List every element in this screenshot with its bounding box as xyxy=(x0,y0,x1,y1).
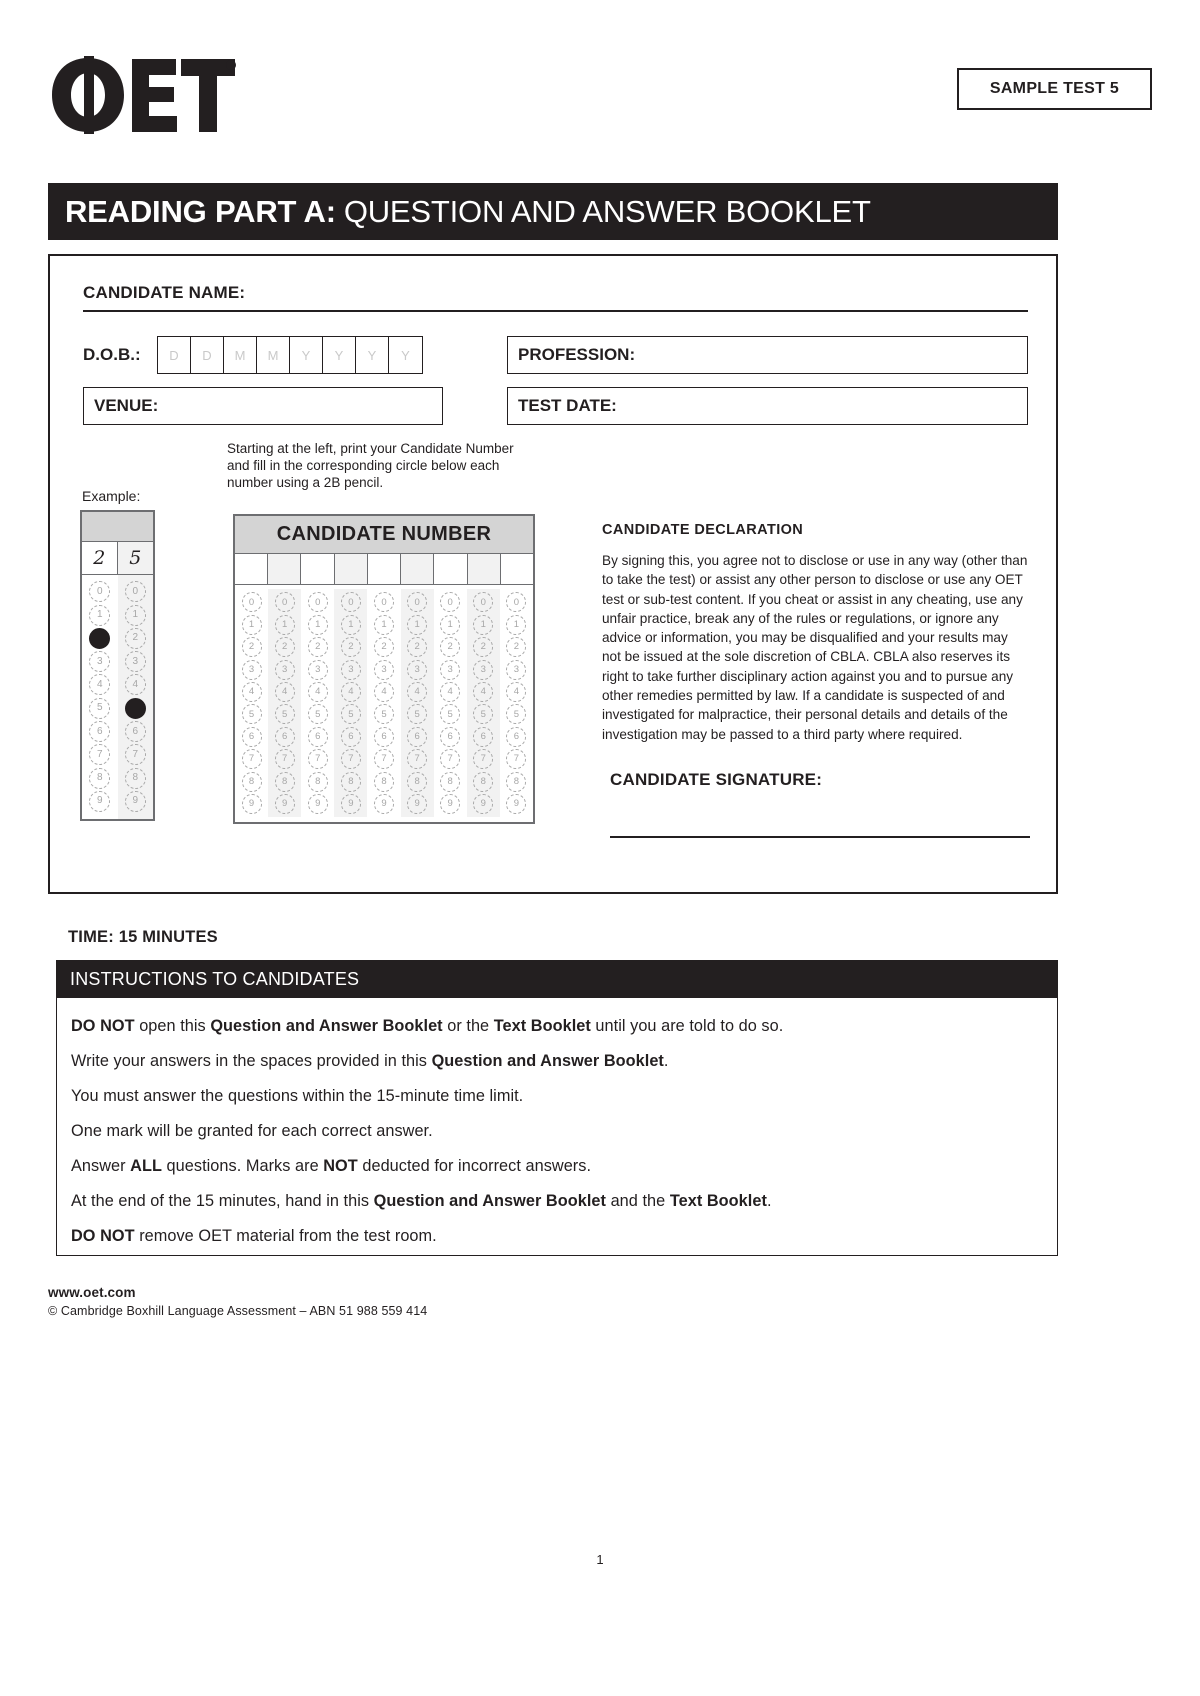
candidate-number-bubble[interactable]: 0 xyxy=(473,592,493,612)
candidate-number-bubble[interactable]: 1 xyxy=(242,615,262,635)
candidate-number-bubble[interactable]: 1 xyxy=(374,615,394,635)
candidate-number-bubble[interactable]: 2 xyxy=(242,637,262,657)
candidate-number-bubble[interactable]: 3 xyxy=(275,660,295,680)
oet-logo xyxy=(48,56,238,134)
candidate-number-bubble-column xyxy=(367,589,400,817)
dob-cell[interactable]: M xyxy=(257,337,290,373)
example-bubble-column xyxy=(82,575,118,819)
candidate-number-bubble-column xyxy=(301,589,334,817)
candidate-number-bubble[interactable]: 3 xyxy=(440,660,460,680)
title-banner xyxy=(48,183,1058,240)
candidate-number-bubble[interactable]: 1 xyxy=(473,615,493,635)
candidate-number-bubble-column xyxy=(334,589,367,817)
venue-field[interactable] xyxy=(83,387,443,425)
candidate-number-bubble[interactable]: 3 xyxy=(242,660,262,680)
example-bubble: 5 xyxy=(89,698,110,719)
candidate-number-bubble[interactable]: 0 xyxy=(407,592,427,612)
page-number: 1 xyxy=(596,1552,604,1567)
candidate-number-bubble[interactable]: 4 xyxy=(506,682,526,702)
profession-field[interactable] xyxy=(507,336,1028,374)
dob-cell[interactable]: D xyxy=(191,337,224,373)
candidate-number-bubble[interactable]: 6 xyxy=(440,727,460,747)
candidate-number-bubble[interactable]: 3 xyxy=(506,660,526,680)
venue-row xyxy=(83,387,1028,425)
dob-label: D.O.B.: xyxy=(83,345,141,364)
candidate-number-bubble[interactable]: 9 xyxy=(407,794,427,814)
candidate-number-bubble[interactable]: 4 xyxy=(275,682,295,702)
example-bubble-column xyxy=(118,575,154,819)
candidate-number-bubble[interactable]: 9 xyxy=(275,794,295,814)
candidate-number-bubble[interactable]: 3 xyxy=(341,660,361,680)
candidate-number-bubble[interactable]: 5 xyxy=(407,704,427,724)
candidate-number-bubbles[interactable] xyxy=(235,585,533,822)
candidate-number-bubble[interactable]: 7 xyxy=(374,749,394,769)
example-bubble: 9 xyxy=(89,791,110,812)
declaration-heading: CANDIDATE DECLARATION xyxy=(602,522,804,538)
title-normal: QUESTION AND ANSWER BOOKLET xyxy=(343,193,871,229)
instruction-item: Answer ALL questions. Marks are NOT deducted for incorrect answers. xyxy=(71,1157,592,1175)
example-digit: 5 xyxy=(118,542,154,574)
instructions-banner xyxy=(56,960,1058,998)
test-date-field[interactable] xyxy=(507,387,1028,425)
example-bubble: 2 xyxy=(125,628,146,649)
candidate-number-bubble[interactable]: 5 xyxy=(275,704,295,724)
test-date-label: TEST DATE: xyxy=(518,396,617,415)
candidate-name-field[interactable] xyxy=(83,283,1028,312)
profession-label: PROFESSION: xyxy=(518,345,636,364)
candidate-number-bubble[interactable]: 7 xyxy=(308,749,328,769)
candidate-number-bubble-column xyxy=(434,589,467,817)
candidate-number-bubble[interactable]: 5 xyxy=(374,704,394,724)
example-bubble: 1 xyxy=(125,605,146,626)
example-bubble-filled xyxy=(89,628,110,649)
candidate-number-cell[interactable] xyxy=(335,554,368,584)
example-bubble: 3 xyxy=(89,651,110,672)
example-label: Example: xyxy=(82,488,141,504)
instruction-item: At the end of the 15 minutes, hand in this Question and Answer Booklet and the Text Booklet. xyxy=(71,1192,772,1210)
dob-cell[interactable]: D xyxy=(158,337,191,373)
candidate-name-label: CANDIDATE NAME: xyxy=(83,283,246,302)
candidate-number-bubble[interactable]: 4 xyxy=(407,682,427,702)
candidate-number-bubble[interactable]: 0 xyxy=(506,592,526,612)
fill-instruction-text: Starting at the left, print your Candidate Number and fill in the corresponding circle below each number using a 2B pencil. xyxy=(227,441,514,490)
candidate-number-bubble[interactable]: 5 xyxy=(242,704,262,724)
candidate-number-bubble[interactable]: 4 xyxy=(308,682,328,702)
candidate-number-cell[interactable] xyxy=(501,554,533,584)
candidate-number-bubble[interactable]: 3 xyxy=(374,660,394,680)
candidate-details-box xyxy=(48,254,1058,894)
candidate-number-bubble[interactable]: 9 xyxy=(341,794,361,814)
candidate-number-bubble-column xyxy=(268,589,301,817)
example-bubble-filled xyxy=(125,698,146,719)
candidate-number-bubble[interactable]: 5 xyxy=(440,704,460,724)
sample-test-badge xyxy=(957,68,1152,110)
example-bubble: 8 xyxy=(125,768,146,789)
candidate-number-bubble[interactable]: 9 xyxy=(506,794,526,814)
example-bubble: 0 xyxy=(89,581,110,602)
candidate-number-bubble[interactable]: 2 xyxy=(341,637,361,657)
example-bubble: 6 xyxy=(89,721,110,742)
dob-cell[interactable]: Y xyxy=(323,337,356,373)
candidate-number-bubble[interactable]: 7 xyxy=(341,749,361,769)
candidate-number-bubble[interactable]: 6 xyxy=(506,727,526,747)
instruction-item: DO NOT open this Question and Answer Booklet or the Text Booklet until you are told to do so. xyxy=(71,1017,784,1035)
candidate-number-bubble[interactable]: 8 xyxy=(473,772,493,792)
candidate-number-bubble[interactable]: 6 xyxy=(308,727,328,747)
example-bubble: 4 xyxy=(125,674,146,695)
candidate-number-bubble[interactable]: 5 xyxy=(473,704,493,724)
candidate-number-bubble[interactable]: 3 xyxy=(308,660,328,680)
candidate-number-bubble[interactable]: 1 xyxy=(341,615,361,635)
dob-cell[interactable]: Y xyxy=(356,337,389,373)
candidate-number-bubble[interactable]: 4 xyxy=(242,682,262,702)
instruction-item: You must answer the questions within the 15-minute time limit. xyxy=(71,1087,524,1105)
candidate-number-cell[interactable] xyxy=(434,554,467,584)
candidate-number-bubble[interactable]: 3 xyxy=(473,660,493,680)
time-label: TIME: 15 MINUTES xyxy=(68,928,218,946)
candidate-number-write-row[interactable] xyxy=(235,554,533,585)
example-bubble: 3 xyxy=(125,651,146,672)
instructions-banner-label: INSTRUCTIONS TO CANDIDATES xyxy=(70,968,360,989)
example-digit: 2 xyxy=(82,542,118,574)
candidate-number-bubble[interactable]: 0 xyxy=(341,592,361,612)
candidate-number-bubble-column xyxy=(235,589,268,817)
candidate-number-header: CANDIDATE NUMBER xyxy=(235,516,533,554)
candidate-number-bubble[interactable]: 9 xyxy=(374,794,394,814)
candidate-number-bubble[interactable]: 0 xyxy=(440,592,460,612)
candidate-number-bubble[interactable]: 0 xyxy=(242,592,262,612)
candidate-number-bubble[interactable]: 4 xyxy=(440,682,460,702)
candidate-name-rule xyxy=(83,310,1028,312)
candidate-number-bubble[interactable]: 8 xyxy=(407,772,427,792)
candidate-number-bubble[interactable]: 6 xyxy=(407,727,427,747)
candidate-number-bubble[interactable]: 4 xyxy=(341,682,361,702)
candidate-number-bubble[interactable]: 9 xyxy=(242,794,262,814)
candidate-number-cell[interactable] xyxy=(235,554,268,584)
dob-row xyxy=(83,336,1028,374)
copyright-text: © Cambridge Boxhill Language Assessment – ABN 51 988 559 414 xyxy=(48,1304,428,1318)
candidate-number-bubble[interactable]: 6 xyxy=(242,727,262,747)
example-bubble: 9 xyxy=(125,791,146,812)
candidate-number-bubble[interactable]: 2 xyxy=(374,637,394,657)
example-bubble: 6 xyxy=(125,721,146,742)
candidate-number-bubble[interactable]: 1 xyxy=(440,615,460,635)
candidate-number-bubble-column xyxy=(467,589,500,817)
page-footer xyxy=(48,1285,748,1318)
example-bubble-grid xyxy=(80,510,155,821)
candidate-number-bubble-column xyxy=(401,589,434,817)
candidate-number-bubble[interactable]: 9 xyxy=(308,794,328,814)
dob-input[interactable] xyxy=(157,336,423,374)
candidate-number-bubble[interactable]: 8 xyxy=(275,772,295,792)
example-bubble-columns xyxy=(82,575,153,819)
candidate-number-bubble[interactable]: 1 xyxy=(308,615,328,635)
candidate-number-bubble[interactable]: 4 xyxy=(473,682,493,702)
candidate-number-bubble[interactable]: 6 xyxy=(473,727,493,747)
candidate-number-bubble[interactable]: 0 xyxy=(374,592,394,612)
candidate-number-bubble[interactable]: 9 xyxy=(440,794,460,814)
candidate-number-bubble[interactable]: 1 xyxy=(275,615,295,635)
candidate-number-bubble[interactable]: 2 xyxy=(275,637,295,657)
candidate-number-bubble[interactable]: 3 xyxy=(407,660,427,680)
candidate-number-bubble[interactable]: 2 xyxy=(440,637,460,657)
candidate-number-bubble[interactable]: 4 xyxy=(374,682,394,702)
candidate-number-bubble[interactable]: 2 xyxy=(308,637,328,657)
example-digit-row xyxy=(82,542,153,575)
instruction-item: One mark will be granted for each correct answer. xyxy=(71,1122,433,1140)
candidate-number-bubble[interactable]: 6 xyxy=(341,727,361,747)
candidate-number-grid xyxy=(233,514,535,824)
candidate-number-bubble[interactable]: 8 xyxy=(341,772,361,792)
candidate-number-bubble[interactable]: 0 xyxy=(275,592,295,612)
candidate-number-bubble[interactable]: 2 xyxy=(473,637,493,657)
candidate-number-bubble[interactable]: 8 xyxy=(308,772,328,792)
candidate-number-cell[interactable] xyxy=(268,554,301,584)
instruction-item: DO NOT remove OET material from the test room. xyxy=(71,1227,437,1245)
candidate-number-bubble[interactable]: 2 xyxy=(506,637,526,657)
instructions-list xyxy=(56,998,1058,1256)
example-bubble: 4 xyxy=(89,674,110,695)
declaration-body: By signing this, you agree not to disclose or use in any way (other than to take the test) or assist any other person to disclose or use any OET test or sub-test content. If you cheat or assist in any cheating, use any unfair practice, break any of the rules or regulations, or ignore any advice or information, you may be disqualified and your results may not be issued at the sole discretion of CBLA. CBLA also reserves its right to take further disciplinary action against you and to pursue any other remedies permitted by law. If a candidate is suspected of and investigated for malpractice, their personal details and details of the investigation may be passed to a third party where required. xyxy=(602,553,1028,742)
candidate-signature-rule[interactable] xyxy=(610,836,1030,838)
candidate-number-cell[interactable] xyxy=(301,554,334,584)
candidate-number-bubble[interactable]: 7 xyxy=(506,749,526,769)
candidate-number-bubble[interactable]: 8 xyxy=(440,772,460,792)
candidate-number-bubble[interactable]: 7 xyxy=(407,749,427,769)
candidate-number-bubble[interactable]: 1 xyxy=(506,615,526,635)
candidate-number-bubble[interactable]: 6 xyxy=(275,727,295,747)
candidate-number-bubble[interactable]: 8 xyxy=(242,772,262,792)
sample-test-label: SAMPLE TEST 5 xyxy=(989,80,1120,97)
example-grid-header xyxy=(82,512,153,542)
candidate-number-bubble[interactable]: 5 xyxy=(506,704,526,724)
candidate-number-cell[interactable] xyxy=(368,554,401,584)
candidate-number-bubble[interactable]: 7 xyxy=(242,749,262,769)
example-bubble: 8 xyxy=(89,768,110,789)
title-bold: READING PART A: xyxy=(65,193,336,229)
candidate-number-bubble-column xyxy=(500,589,533,817)
candidate-declaration xyxy=(602,522,1030,838)
candidate-number-bubble[interactable]: 0 xyxy=(308,592,328,612)
candidate-number-bubble[interactable]: 5 xyxy=(341,704,361,724)
page-header xyxy=(48,48,1152,143)
candidate-number-cell[interactable] xyxy=(401,554,434,584)
example-bubble: 1 xyxy=(89,605,110,626)
candidate-number-bubble[interactable]: 6 xyxy=(374,727,394,747)
dob-cell[interactable]: Y xyxy=(401,347,410,363)
dob-cell[interactable]: M xyxy=(224,337,257,373)
candidate-number-bubble[interactable]: 7 xyxy=(275,749,295,769)
venue-label: VENUE: xyxy=(94,396,159,415)
candidate-number-bubble[interactable]: 8 xyxy=(374,772,394,792)
instruction-item: Write your answers in the spaces provided in this Question and Answer Booklet. xyxy=(71,1052,669,1070)
candidate-number-bubble[interactable]: 7 xyxy=(440,749,460,769)
candidate-number-bubble[interactable]: 7 xyxy=(473,749,493,769)
example-bubble: 0 xyxy=(125,581,146,602)
candidate-number-cell[interactable] xyxy=(468,554,501,584)
candidate-number-bubble[interactable]: 5 xyxy=(308,704,328,724)
candidate-number-bubble[interactable]: 1 xyxy=(407,615,427,635)
candidate-signature-label: CANDIDATE SIGNATURE: xyxy=(610,769,823,789)
candidate-number-bubble[interactable]: 8 xyxy=(506,772,526,792)
example-bubble: 7 xyxy=(125,744,146,765)
website-link[interactable]: www.oet.com xyxy=(48,1285,136,1300)
candidate-number-bubble[interactable]: 2 xyxy=(407,637,427,657)
example-bubble: 7 xyxy=(89,744,110,765)
dob-cell[interactable]: Y xyxy=(290,337,323,373)
candidate-number-bubble[interactable]: 9 xyxy=(473,794,493,814)
